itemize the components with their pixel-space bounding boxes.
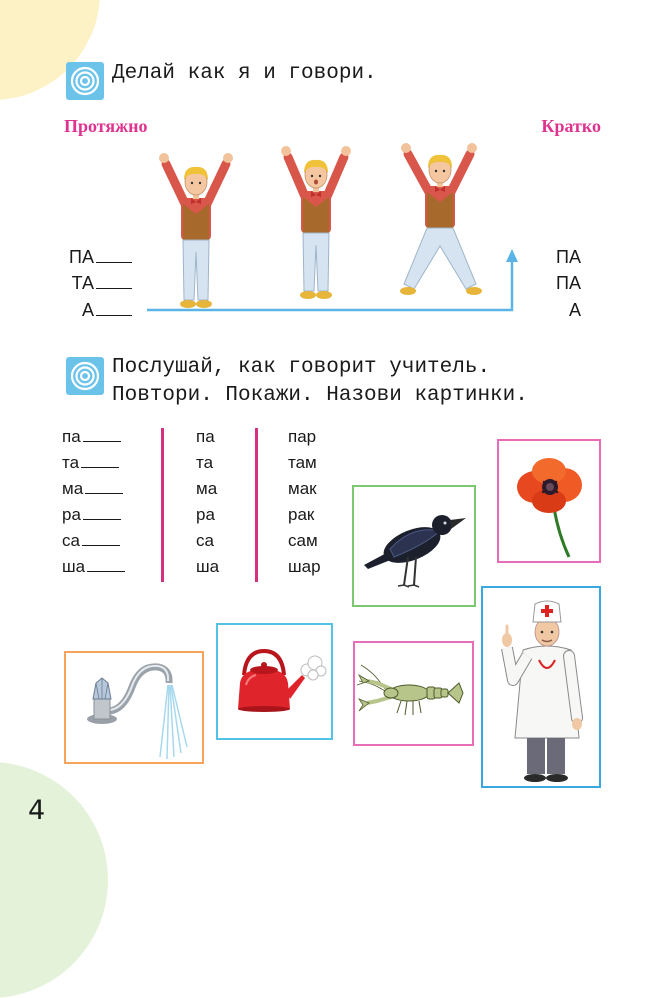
list-item xyxy=(62,426,125,452)
label-long: Протяжно xyxy=(64,116,148,136)
syllable: ТА xyxy=(71,273,94,293)
column-divider xyxy=(255,428,258,582)
blank-line xyxy=(85,492,123,494)
list-item: сам xyxy=(288,531,318,550)
syllable: ша xyxy=(62,557,86,576)
list-item: ма xyxy=(196,479,218,498)
exercise-illustration xyxy=(0,0,650,340)
blank-line xyxy=(83,518,121,520)
picture-card-doctor xyxy=(481,586,601,788)
list-item: пар xyxy=(288,427,317,446)
syllable: А xyxy=(81,300,94,320)
boy-figure-jumping xyxy=(400,143,482,295)
crayfish-image xyxy=(355,643,472,744)
right-syllable: ПА xyxy=(556,247,581,267)
right-syllable: А xyxy=(568,300,581,320)
picture-card-kettle xyxy=(216,623,333,740)
list-item xyxy=(62,452,125,478)
syllable: ра xyxy=(62,505,81,524)
list-item: шар xyxy=(288,557,321,576)
list-item: па xyxy=(196,427,215,446)
picture-card-faucet xyxy=(64,651,204,764)
picture-card-crayfish xyxy=(353,641,474,746)
list-item xyxy=(62,478,125,504)
exercise-instruction-line-1: Послушай, как говорит учитель. xyxy=(112,356,491,379)
kettle-image xyxy=(218,625,331,738)
list-item xyxy=(62,530,125,556)
list-item xyxy=(62,504,125,530)
picture-card-crow xyxy=(352,485,476,607)
corner-decoration-green xyxy=(0,762,108,998)
exercise-instruction: Делай как я и говори. xyxy=(112,62,377,85)
faucet-image xyxy=(66,653,202,762)
syllable: ПА xyxy=(69,247,94,267)
blank-line xyxy=(87,570,125,572)
column-divider xyxy=(161,428,164,582)
exercise-instruction-line-2: Повтори. Покажи. Назови картинки. xyxy=(112,384,528,407)
page-number: 4 xyxy=(28,795,46,826)
list-item: та xyxy=(196,453,214,472)
boy-figure-standing xyxy=(159,153,233,308)
blank-line xyxy=(82,544,120,546)
list-item xyxy=(62,556,125,582)
picture-card-poppy xyxy=(497,439,601,563)
syllable-column-2 xyxy=(196,426,219,582)
blank-line xyxy=(81,466,119,468)
list-item: рак xyxy=(288,505,315,524)
target-circles-icon xyxy=(66,357,104,395)
blank-line xyxy=(83,440,121,442)
right-syllable: ПА xyxy=(556,273,581,293)
list-item: ра xyxy=(196,505,215,524)
syllable-column-1 xyxy=(62,426,125,582)
list-item: ша xyxy=(196,557,220,576)
syllable-column-3 xyxy=(288,426,321,582)
crow-image xyxy=(354,487,474,605)
syllable: ма xyxy=(62,479,84,498)
list-item: мак xyxy=(288,479,317,498)
label-short: Кратко xyxy=(541,116,601,136)
arrow-head-icon xyxy=(506,249,518,262)
boy-figure-standing xyxy=(281,146,351,299)
syllable: са xyxy=(62,531,80,550)
list-item: там xyxy=(288,453,317,472)
syllable: та xyxy=(62,453,80,472)
poppy-image xyxy=(499,441,599,561)
list-item: са xyxy=(196,531,214,550)
syllable: па xyxy=(62,427,81,446)
doctor-image xyxy=(483,588,599,786)
